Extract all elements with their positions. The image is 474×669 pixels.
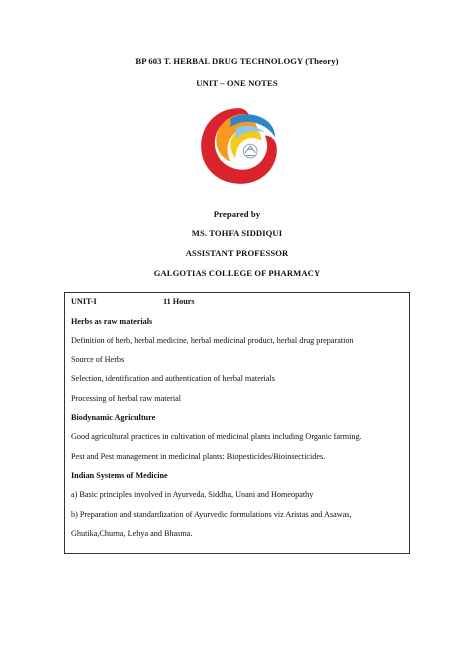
list-item: Selection, identification and authentication of herbal materials <box>71 374 275 383</box>
unit-label: UNIT-I <box>71 297 97 306</box>
author-name: MS. TOHFA SIDDIQUI <box>191 228 283 238</box>
prepared-by-label: Prepared by <box>213 209 261 219</box>
notes-title: UNIT – ONE NOTES <box>196 78 278 88</box>
list-item: a) Basic principles involved in Ayurveda, Siddha, Unani and Homeopathy <box>71 490 314 499</box>
list-item: Source of Herbs <box>71 355 125 364</box>
unit-hours: 11 Hours <box>163 297 195 306</box>
section-heading: Herbs as raw materials <box>71 317 153 326</box>
unit-header <box>71 297 195 306</box>
author-designation: ASSISTANT PROFESSOR <box>185 248 289 258</box>
list-item: b) Preparation and standardization of Ayurvedic formulations viz Aristas and Asawas, <box>71 510 352 519</box>
list-item: Definition of herb, herbal medicine, herbal medicinal product, herbal drug preparation <box>71 336 354 345</box>
list-item: Ghutika,Churna, Lehya and Bhasma. <box>71 529 193 538</box>
section-heading: Biodynamic Agriculture <box>71 413 156 422</box>
syllabus-box <box>64 292 410 554</box>
list-item: Pest and Pest management in medicinal plants: Biopesticides/Bioinsecticides. <box>71 452 326 461</box>
section-heading: Indian Systems of Medicine <box>71 471 168 480</box>
list-item: Processing of herbal raw material <box>71 394 182 403</box>
college-swirl-logo-icon <box>196 103 282 189</box>
college-name: GALGOTIAS COLLEGE OF PHARMACY <box>153 268 321 278</box>
course-title: BP 603 T. HERBAL DRUG TECHNOLOGY (Theory) <box>135 56 339 66</box>
list-item: Good agricultural practices in cultivation of medicinal plants including Organic farming. <box>71 432 362 441</box>
